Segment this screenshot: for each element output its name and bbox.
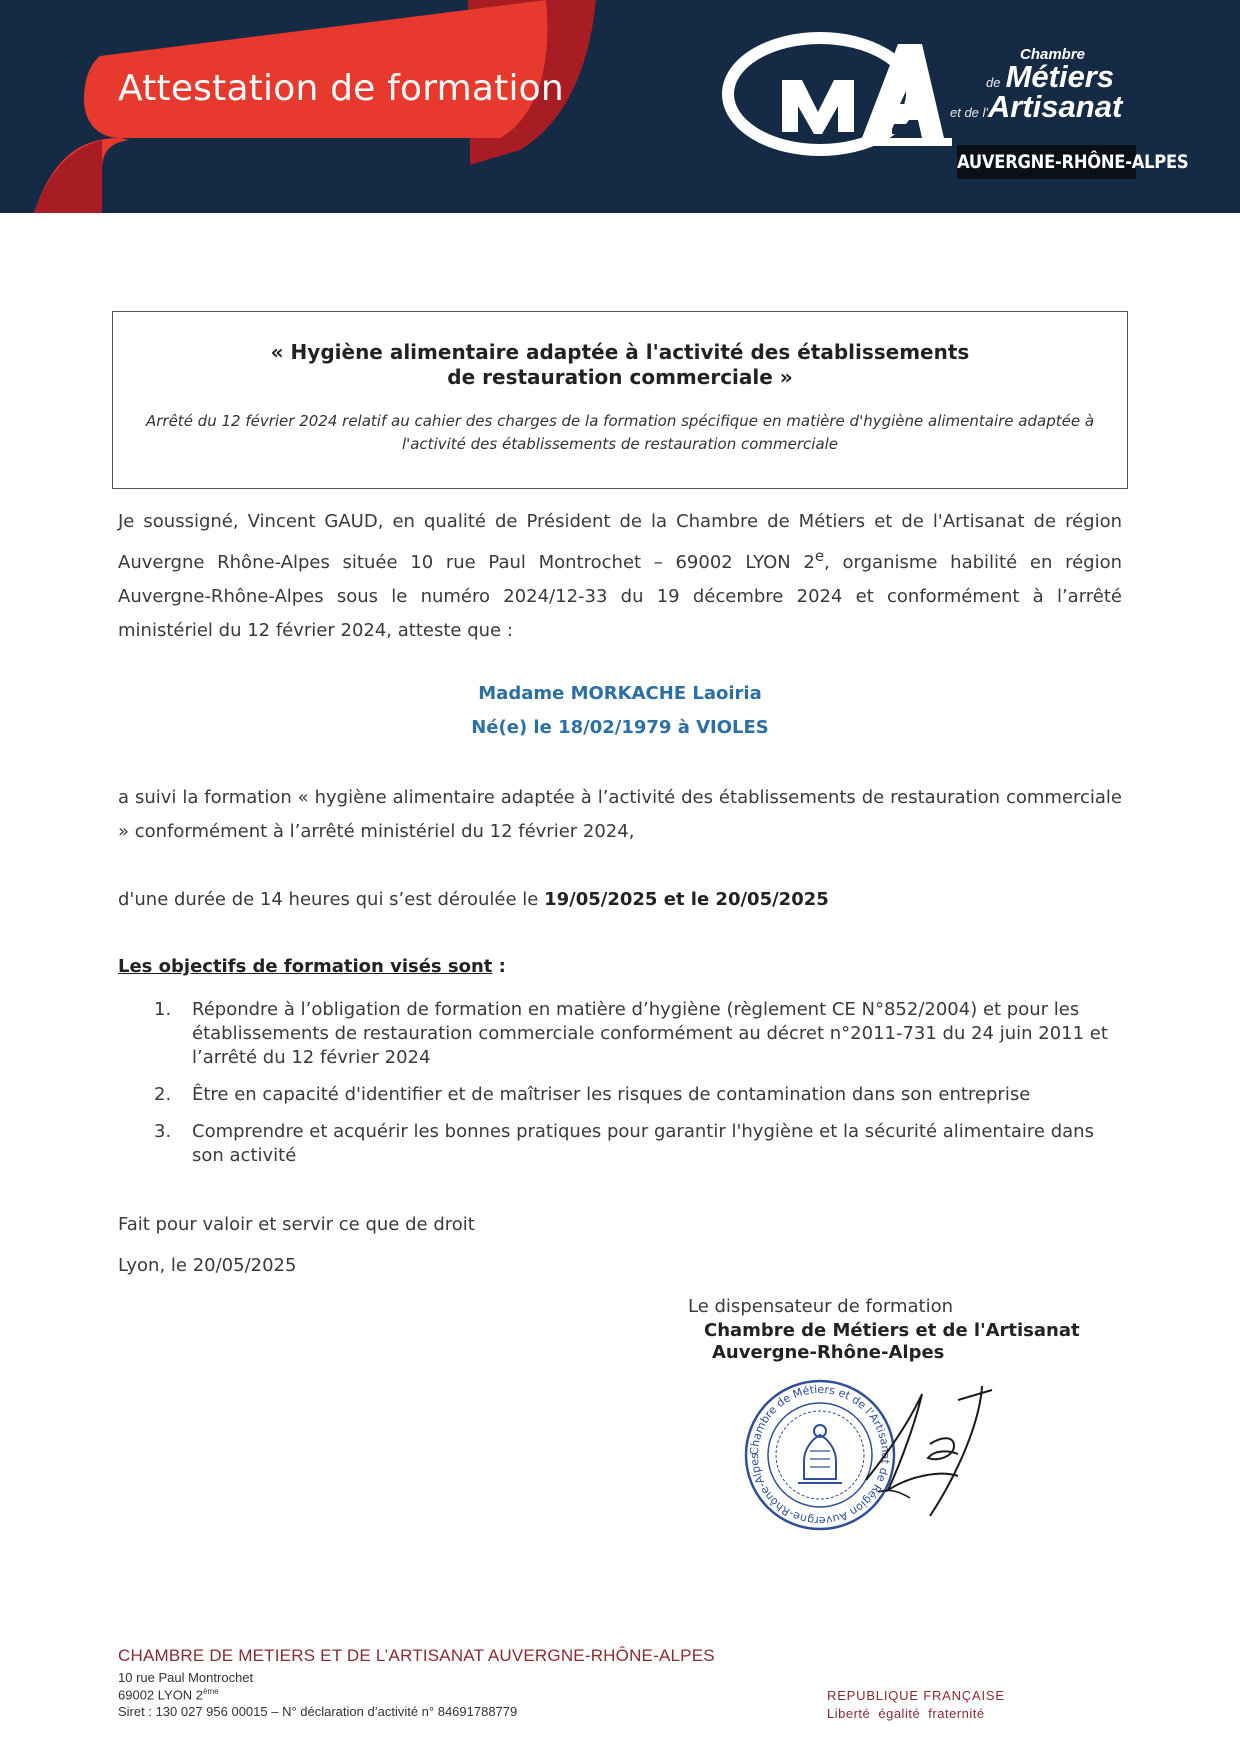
intro-part2: , organisme habilité en région Auvergne-Rhône-Alpes sous le numéro 2024/12-33 du 19 décembre 2024 et conformément à l’arrêté ministériel du 12 février 2024, atteste que :	[118, 552, 1122, 641]
followed-paragraph: a suivi la formation « hygiène alimentaire adaptée à l’activité des établissements de restauration commerciale » conformément à l’arrêté ministériel du 12 février 2024,	[118, 787, 1122, 842]
document-title: Attestation de formation	[118, 68, 564, 109]
objectives-heading-suffix: :	[492, 956, 506, 977]
logo-artisanat: Artisanat	[987, 89, 1123, 124]
cma-logo	[722, 28, 952, 158]
objectives-list	[118, 998, 1122, 1181]
closing-statement: Fait pour valoir et servir ce que de droit	[118, 1214, 475, 1235]
decree-reference	[113, 410, 1127, 456]
logo-de: de	[986, 75, 1001, 90]
logo-chambre: Chambre	[1020, 46, 1086, 63]
objectives-heading-text: Les objectifs de formation visés sont	[118, 956, 493, 977]
training-title-line1: « Hygiène alimentaire adaptée à l'activité des établissements	[270, 340, 970, 364]
objective-number: 1.	[154, 999, 172, 1020]
objective-number: 2.	[154, 1084, 172, 1105]
objective-text: Comprendre et acquérir les bonnes pratiques pour garantir l'hygiène et la sécurité alimentaire dans son activité	[192, 1121, 1094, 1166]
objectives-heading	[118, 956, 506, 977]
footer-address-line2	[118, 1687, 219, 1702]
training-title-line2: de restauration commerciale »	[447, 365, 793, 389]
footer-address-city: 69002 LYON 2	[118, 1687, 204, 1703]
objective-text: Être en capacité d'identifier et de maîtriser les risques de contamination dans son entreprise	[192, 1084, 1031, 1105]
duration-text: d'une durée de 14 heures qui s’est déroulée le	[118, 889, 545, 910]
republic-motto: Liberté égalité fraternité	[827, 1706, 985, 1721]
objective-text: Répondre à l’obligation de formation en matière d’hygiène (règlement CE N°852/2004) et pour les établissements de restauration commerciale conformément au décret n°2011-731 du 24 juin 2011 et l’arrêté du 12 février 2024	[192, 999, 1108, 1068]
handwritten-signature	[830, 1380, 1000, 1520]
intro-part1: Je soussigné, Vincent GAUD, en qualité de Président de la Chambre de Métiers et de l'Artisanat de région Auvergne Rhône-Alpes située 10 rue Paul Montrochet – 69002 LYON 2	[118, 511, 1122, 573]
objective-item	[118, 1083, 1122, 1107]
logo-metiers: Métiers	[1005, 59, 1115, 94]
trainee-birth: Né(e) le 18/02/1979 à VIOLES	[471, 717, 769, 738]
place-and-date: Lyon, le 20/05/2025	[118, 1255, 297, 1276]
decree-reference-line2: l'activité des établissements de restauration commerciale	[401, 435, 839, 453]
training-title	[113, 340, 1127, 390]
header-banner	[0, 0, 1240, 213]
stamp-text: Chambre de Métiers et de l'Artisanat de Région Auvergne-Rhône-Alpes	[747, 1382, 893, 1528]
footer-address-sup: ème	[203, 1687, 219, 1696]
objective-item	[118, 998, 1122, 1070]
duration-line	[118, 889, 829, 910]
signature-org-line1: Chambre de Métiers et de l'Artisanat	[704, 1320, 1080, 1341]
training-title-box	[112, 311, 1128, 489]
republique-francaise: REPUBLIQUE FRANÇAISE	[827, 1688, 1005, 1703]
objective-item	[118, 1120, 1122, 1168]
footer-address-line1: 10 rue Paul Montrochet	[118, 1670, 254, 1685]
objective-number: 3.	[154, 1121, 172, 1142]
intro-superscript: e	[814, 547, 825, 565]
intro-paragraph	[118, 505, 1122, 648]
duration-dates: 19/05/2025 et le 20/05/2025	[544, 889, 829, 910]
region-badge: AUVERGNE-RHÔNE-ALPES	[957, 145, 1136, 179]
decree-reference-line1: Arrêté du 12 février 2024 relatif au cahier des charges de la formation spécifique en matière d'hygiène alimentaire adaptée à	[145, 412, 1095, 430]
trainee-name: Madame MORKACHE Laoiria	[478, 683, 762, 704]
signature-org-line2: Auvergne-Rhône-Alpes	[712, 1342, 945, 1363]
footer-organization: CHAMBRE DE METIERS ET DE L’ARTISANAT AUVERGNE-RHÔNE-ALPES	[118, 1646, 715, 1665]
logo-wordmark	[950, 44, 1170, 123]
footer-siret: Siret : 130 027 956 00015 – N° déclaration d’activité n° 84691788779	[118, 1704, 518, 1719]
signature-intro: Le dispensateur de formation	[688, 1296, 953, 1317]
logo-et-de-l: et de l'	[950, 105, 988, 120]
